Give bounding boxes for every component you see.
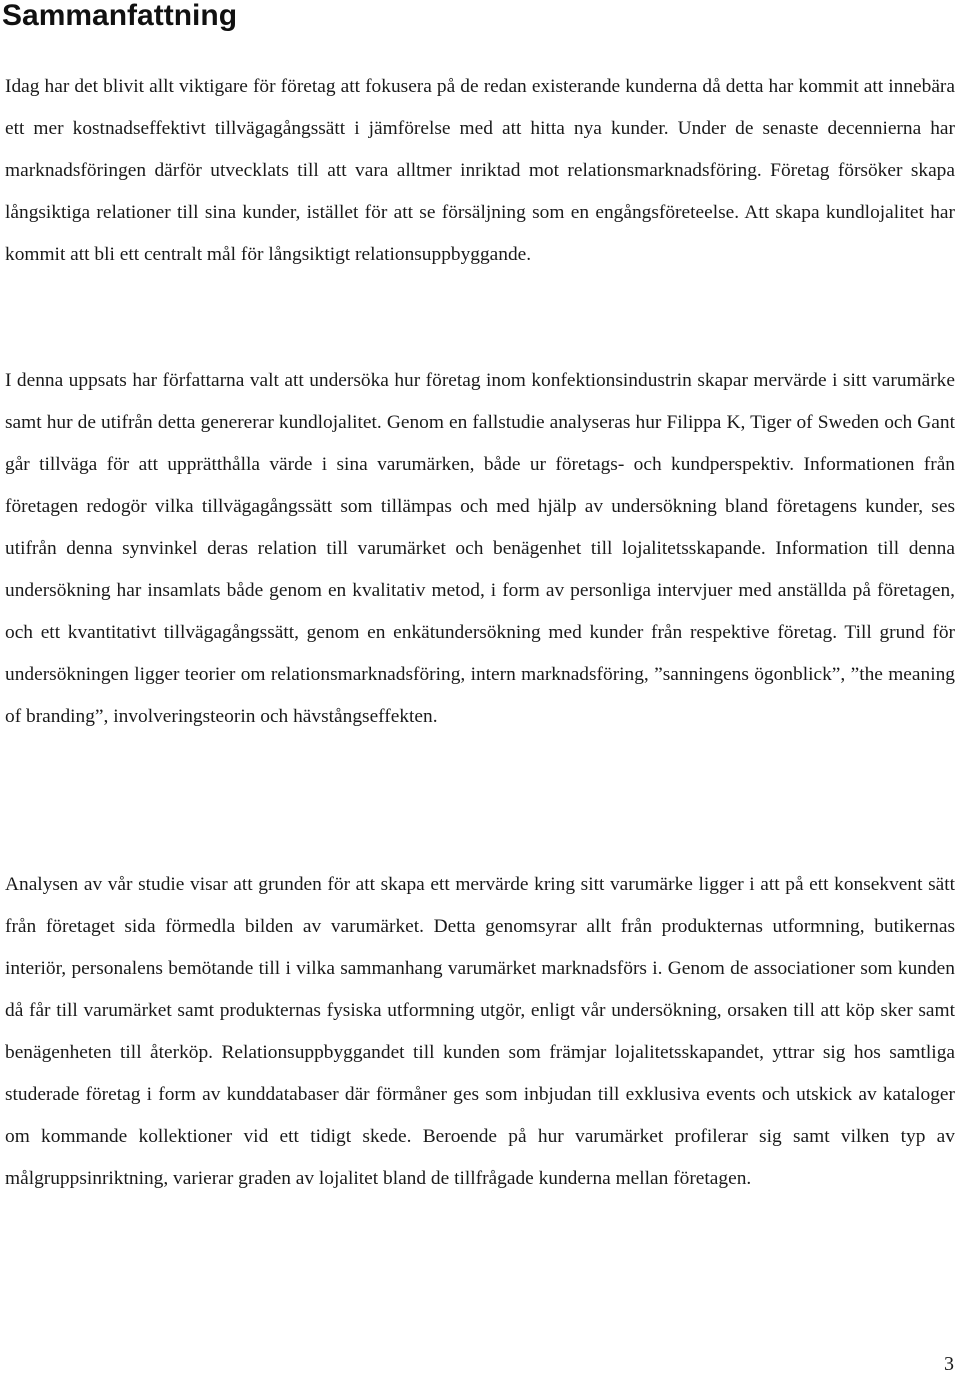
paragraph-2: I denna uppsats har författarna valt att undersöka hur företag inom konfektionsindustrin skapar mervärde i sitt varumärke samt hur de utifrån detta genererar kundlojalitet. Genom en fallstudie analyseras hur Filippa K, Tiger of Sweden och Gant går tillväga för att upprätthålla värde i sina varumärken, både ur företags- och kundperspektiv. Informationen från företagen redogör vilka tillvägagångssätt som tillämpas och med hjälp av undersökning bland företagens kunder, ses utifrån denna synvinkel deras relation till varumärket och benägenhet till lojalitetsskapande. Information till denna undersökning har insamlats både genom en kvalitativ metod, i form av personliga intervjuer med anställda på företagen, och ett kvantitativt tillvägagångssätt, genom en enkätundersökning med kunder från respektive företag. Till grund för undersökningen ligger teorier om relationsmarknadsföring, intern marknadsföring, ”sanningens ögonblick”, ”the meaning of branding”, involveringsteorin och hävstångseffekten.	[5, 370, 955, 727]
paragraph-3: Analysen av vår studie visar att grunden för att skapa ett mervärde kring sitt varumärke ligger i att på ett konsekvent sätt från företaget sida förmedla bilden av varumärket. Detta genomsyrar allt från produkternas utformning, butikernas interiör, personalens bemötande till i vilka sammanhang varumärket marknadsförs i. Genom de associationer som kunden då får till varumärket samt produkternas fysiska utformning utgör, enligt vår undersökning, orsaken till att köp sker samt benägenheten till återköp. Relationsuppbyggandet till kunden som främjar lojalitetsskapandet, yttrar sig hos samtliga studerade företag i form av kunddatabaser där förmåner ges som inbjudan till exklusiva events och utskick av kataloger om kommande kollektioner vid ett tidigt skede. Beroende på hur varumärket profilerar sig samt vilken typ av målgruppsinriktning, varierar graden av lojalitet bland de tillfrågade kunderna mellan företagen.	[5, 874, 955, 1189]
paragraph-1: Idag har det blivit allt viktigare för företag att fokusera på de redan existerande kunderna då detta har kommit att innebära ett mer kostnadseffektivt tillvägagångssätt i jämförelse med att hitta nya kunder. Under de senaste decennierna har marknadsföringen därför utvecklats till att vara alltmer inriktad mot relationsmarknadsföring. Företag försöker skapa långsiktiga relationer till sina kunder, istället för att se försäljning som en engångsföreteelse. Att skapa kundlojalitet har kommit att bli ett centralt mål för långsiktigt relationsuppbyggande.	[5, 76, 955, 265]
page-heading: Sammanfattning	[2, 0, 238, 32]
page-number: 3	[944, 1353, 954, 1375]
